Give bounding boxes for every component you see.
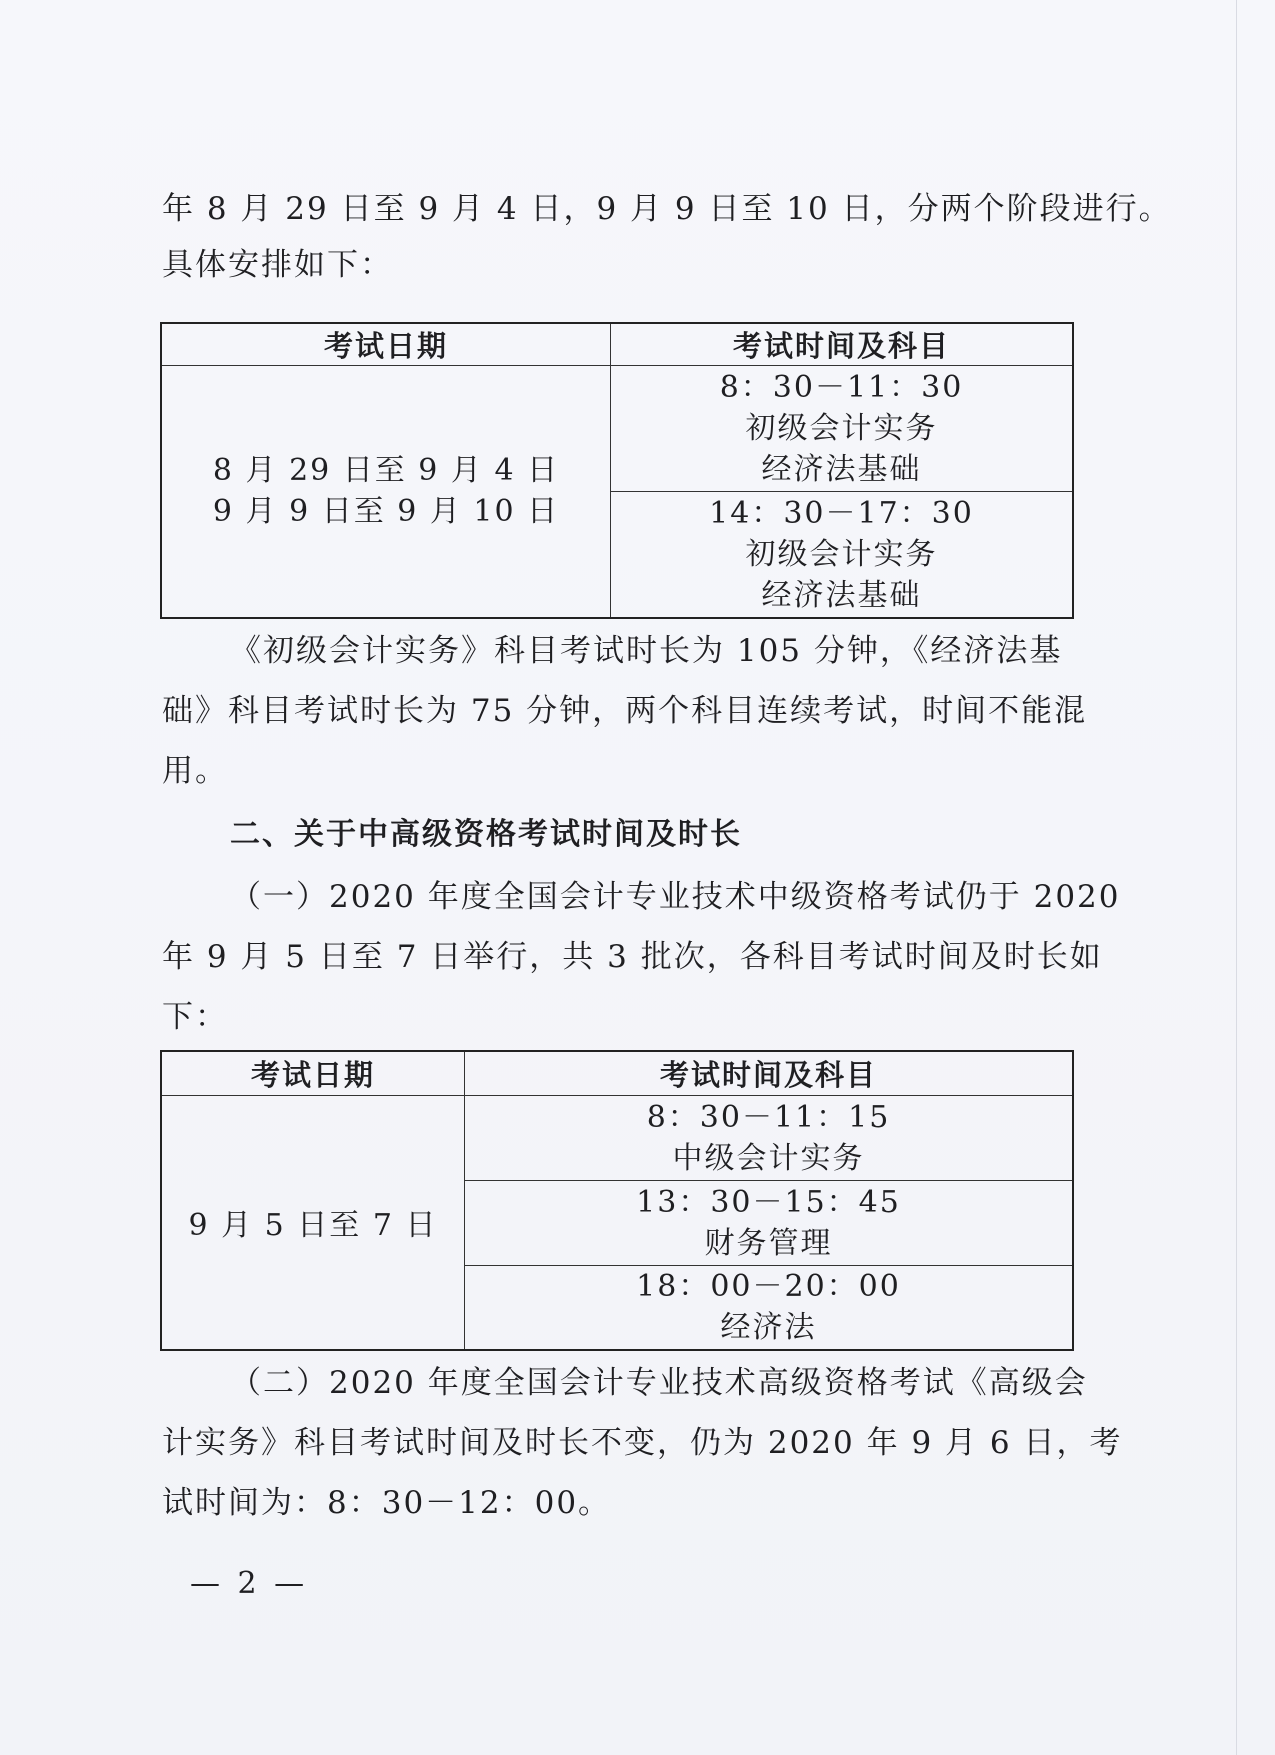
table-header-time: 考试时间及科目 bbox=[465, 1051, 1074, 1095]
paragraph-line: （二）2020 年度全国会计专业技术高级资格考试《高级会 bbox=[230, 1365, 1088, 1401]
table-header-date: 考试日期 bbox=[161, 323, 611, 366]
paragraph-line: 计实务》科目考试时间及时长不变，仍为 2020 年 9 月 6 日，考 bbox=[162, 1425, 1123, 1461]
exam-schedule-table-1 bbox=[160, 322, 1074, 619]
paragraph-line: 年 9 月 5 日至 7 日举行，共 3 批次，各科目考试时间及时长如 bbox=[162, 939, 1103, 975]
table-cell-session bbox=[465, 1180, 1074, 1265]
paragraph-line: 试时间为：8：30－12：00。 bbox=[162, 1485, 612, 1521]
table-header-time: 考试时间及科目 bbox=[611, 323, 1074, 366]
table-header-date: 考试日期 bbox=[161, 1051, 465, 1095]
session-time: 18：00－20：00 bbox=[636, 1269, 901, 1305]
paragraph-line: 年 8 月 29 日至 9 月 4 日，9 月 9 日至 10 日，分两个阶段进行。 bbox=[162, 191, 1172, 227]
session-subject: 经济法 bbox=[720, 1310, 817, 1346]
date-line: 9 月 9 日至 9 月 10 日 bbox=[212, 494, 560, 530]
session-subject: 财务管理 bbox=[704, 1225, 833, 1261]
section-heading: 二、关于中高级资格考试时间及时长 bbox=[230, 817, 742, 852]
page-number: — 2 — bbox=[190, 1566, 309, 1601]
table-cell-session bbox=[611, 366, 1074, 492]
paragraph-line: 《初级会计实务》科目考试时长为 105 分钟，《经济法基 bbox=[230, 633, 1063, 669]
table-cell-session bbox=[611, 492, 1074, 618]
paragraph-line: 用。 bbox=[162, 753, 228, 789]
session-time: 13：30－15：45 bbox=[636, 1184, 901, 1220]
table-cell-date: 9 月 5 日至 7 日 bbox=[161, 1095, 465, 1350]
session-subject: 初级会计实务 bbox=[745, 411, 938, 446]
date-line: 8 月 29 日至 9 月 4 日 bbox=[212, 453, 560, 489]
paragraph-line: （一）2020 年度全国会计专业技术中级资格考试仍于 2020 bbox=[230, 879, 1121, 915]
table-cell-date bbox=[161, 366, 611, 618]
session-subject: 经济法基础 bbox=[761, 577, 922, 613]
session-subject: 初级会计实务 bbox=[745, 536, 938, 572]
session-time: 8：30－11：30 bbox=[719, 370, 964, 405]
page-edge bbox=[1236, 0, 1237, 1755]
paragraph-line: 具体安排如下： bbox=[162, 247, 393, 283]
session-subject: 中级会计实务 bbox=[672, 1140, 865, 1176]
table-cell-session bbox=[465, 1265, 1074, 1350]
exam-schedule-table-2 bbox=[160, 1050, 1074, 1351]
table-cell-session bbox=[465, 1095, 1074, 1180]
paragraph-line: 下： bbox=[162, 999, 228, 1035]
session-subject: 经济法基础 bbox=[761, 452, 922, 487]
paragraph-line: 础》科目考试时长为 75 分钟，两个科目连续考试，时间不能混 bbox=[162, 693, 1088, 729]
session-time: 14：30－17：30 bbox=[709, 495, 974, 531]
session-time: 8：30－11：15 bbox=[646, 1099, 891, 1135]
